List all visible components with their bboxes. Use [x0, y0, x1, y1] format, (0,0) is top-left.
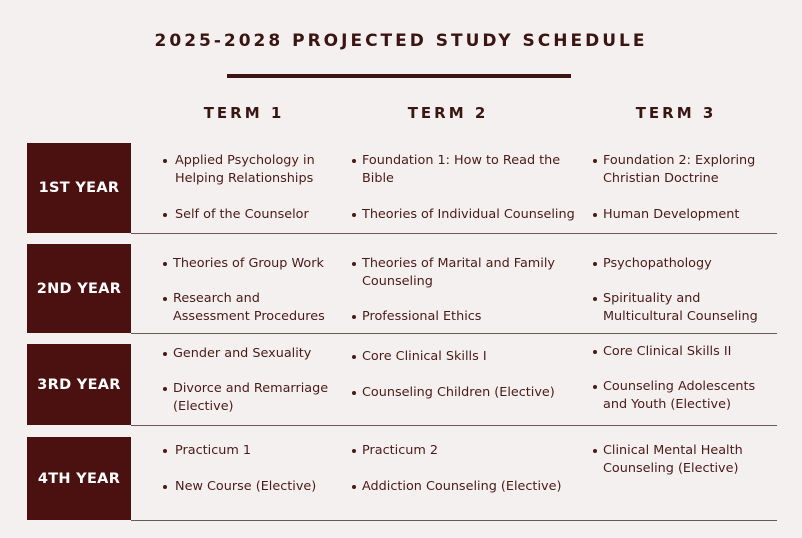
bullet-icon: [352, 485, 356, 489]
course-item: [593, 255, 783, 273]
bullet-icon: [593, 262, 597, 266]
bullet-icon: [593, 385, 597, 389]
course-item: [163, 345, 338, 363]
course-name: Clinical Mental Health Counseling (Elective): [603, 443, 743, 476]
row-divider: [131, 233, 777, 234]
course-item: [352, 384, 577, 402]
bullet-icon: [163, 262, 167, 266]
bullet-icon: [163, 485, 167, 489]
bullet-icon: [593, 159, 597, 163]
year-label-2: 2ND YEAR: [27, 244, 131, 333]
course-name: Psychopathology: [603, 256, 712, 271]
course-name: Self of the Counselor: [175, 207, 309, 222]
bullet-icon: [163, 213, 167, 217]
bullet-icon: [352, 449, 356, 453]
bullet-icon: [163, 297, 167, 301]
bullet-icon: [352, 391, 356, 395]
page-title: 2025-2028 PROJECTED STUDY SCHEDULE: [154, 31, 648, 51]
course-item: [352, 308, 577, 326]
course-item: [593, 206, 783, 224]
row-divider: [131, 333, 777, 334]
course-name: Professional Ethics: [362, 309, 482, 324]
course-item: [163, 255, 338, 273]
bullet-icon: [352, 159, 356, 163]
course-name: Gender and Sexuality: [173, 346, 312, 361]
course-item: [352, 442, 577, 460]
bullet-icon: [352, 213, 356, 217]
course-item: [163, 206, 333, 224]
row-divider: [131, 520, 777, 521]
term-3-header: TERM 3: [635, 104, 717, 122]
course-name: Theories of Individual Counseling: [362, 207, 575, 222]
course-item: [352, 255, 577, 291]
course-item: [352, 478, 577, 496]
course-name: Counseling Adolescents and Youth (Elective): [603, 379, 756, 412]
bullet-icon: [593, 213, 597, 217]
year-label-4: 4TH YEAR: [27, 437, 131, 520]
bullet-icon: [352, 355, 356, 359]
course-name: Core Clinical Skills I: [362, 349, 487, 364]
term-2-header: TERM 2: [407, 104, 489, 122]
term-1-header: TERM 1: [203, 104, 285, 122]
year-label-1: 1ST YEAR: [27, 143, 131, 233]
course-name: Applied Psychology in Helping Relationships: [175, 153, 315, 186]
course-item: [352, 348, 577, 366]
bullet-icon: [163, 387, 167, 391]
course-name: Counseling Children (Elective): [362, 385, 555, 400]
course-item: [352, 152, 577, 188]
course-item: [593, 442, 783, 478]
bullet-icon: [593, 297, 597, 301]
course-item: [163, 442, 338, 460]
course-item: [163, 290, 338, 326]
row-divider: [131, 425, 777, 426]
course-item: [593, 290, 783, 326]
course-item: [163, 478, 338, 496]
course-name: Practicum 2: [362, 443, 439, 458]
course-name: Practicum 1: [175, 443, 252, 458]
bullet-icon: [163, 352, 167, 356]
course-name: Foundation 1: How to Read the Bible: [362, 153, 561, 186]
bullet-icon: [163, 159, 167, 163]
course-name: Core Clinical Skills II: [603, 344, 732, 359]
year-label-3: 3RD YEAR: [27, 344, 131, 425]
course-name: New Course (Elective): [175, 479, 317, 494]
course-name: Foundation 2: Exploring Christian Doctrine: [603, 153, 756, 186]
bullet-icon: [352, 262, 356, 266]
course-name: Human Development: [603, 207, 740, 222]
course-item: [163, 380, 338, 416]
course-item: [593, 152, 783, 188]
bullet-icon: [352, 315, 356, 319]
bullet-icon: [163, 449, 167, 453]
course-name: Addiction Counseling (Elective): [362, 479, 562, 494]
course-name: Spirituality and Multicultural Counseling: [603, 291, 758, 324]
course-name: Research and Assessment Procedures: [173, 291, 325, 324]
course-name: Theories of Marital and Family Counseling: [362, 256, 555, 289]
course-item: [593, 378, 783, 414]
course-name: Divorce and Remarriage (Elective): [173, 381, 329, 414]
course-item: [593, 343, 783, 361]
course-item: [163, 152, 333, 188]
course-item: [352, 206, 577, 224]
bullet-icon: [593, 350, 597, 354]
bullet-icon: [593, 449, 597, 453]
course-name: Theories of Group Work: [173, 256, 324, 271]
title-divider: [227, 74, 571, 78]
